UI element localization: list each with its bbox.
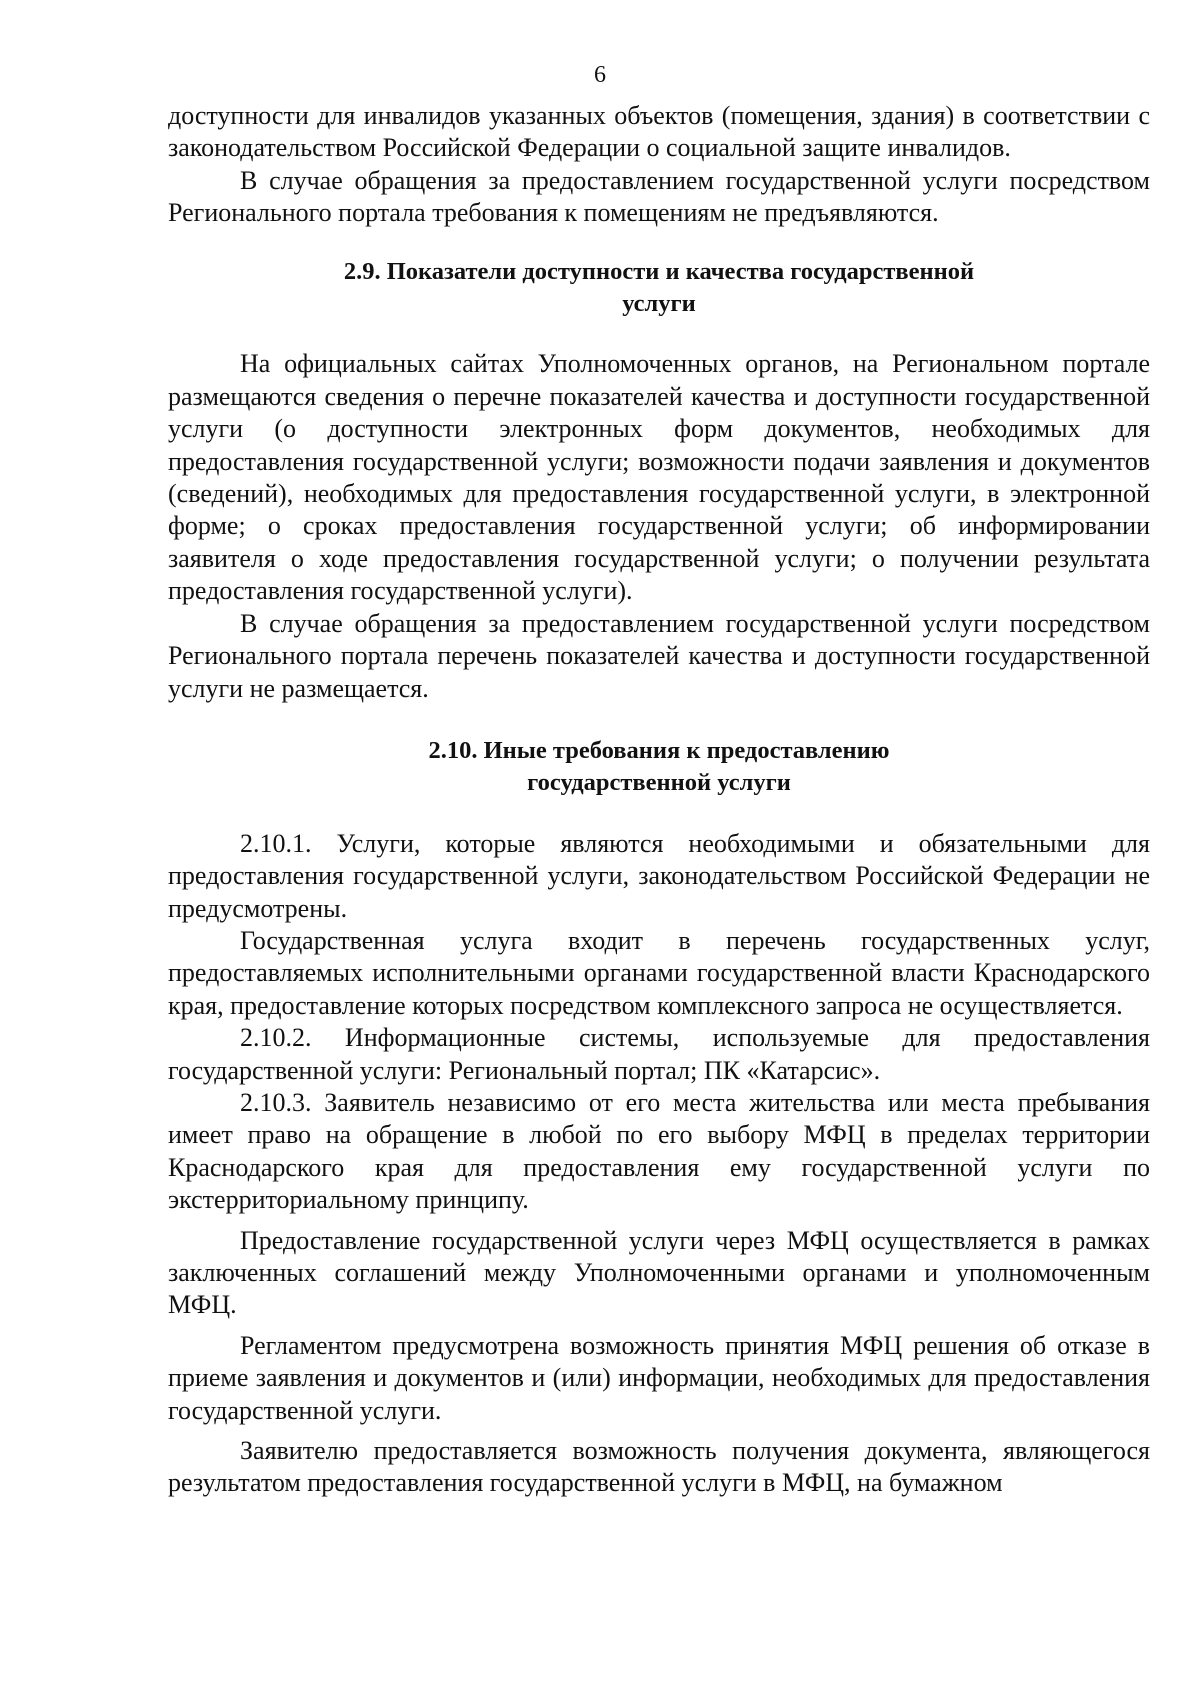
paragraph-2-10-complex-request: Государственная услуга входит в перечень государственных услуг, предоставляемых исполнительными органами государственной власти Краснодарского края, предоставление которых посредством комплексного запроса не осуществляется. [168, 925, 1150, 1020]
paragraph-2-10-1: 2.10.1. Услуги, которые являются необходимыми и обязательными для предоставления государственной услуги, законодательством Российской Федерации не предусмотрены. [168, 828, 1150, 923]
paragraph-2-10-mfc-agreements: Предоставление государственной услуги через МФЦ осуществляется в рамках заключенных соглашений между Уполномоченными органами и уполномоченным МФЦ. [168, 1225, 1150, 1320]
paragraph-portal-premises: В случае обращения за предоставлением государственной услуги посредством Регионального портала требования к помещениям не предъявляются. [168, 165, 1150, 228]
section-heading-2-9-line1: 2.9. Показатели доступности и качества государственной [343, 257, 975, 285]
paragraph-2-10-result-document: Заявителю предоставляется возможность получения документа, являющегося результатом предоставления государственной услуги в МФЦ, на бумажном [168, 1436, 1150, 1498]
paragraph-2-10-mfc-refusal: Регламентом предусмотрена возможность принятия МФЦ решения об отказе в приеме заявления и документов и (или) информации, необходимых для предоставления государственной услуги. [168, 1330, 1150, 1425]
paragraph-2-9-portal: В случае обращения за предоставлением государственной услуги посредством Регионального портала перечень показателей качества и доступности государственной услуги не размещается. [168, 608, 1150, 703]
section-heading-2-10 [168, 735, 1150, 800]
paragraph-accessibility-continuation: доступности для инвалидов указанных объектов (помещения, здания) в соответствии с законодательством Российской Федерации о социальной защите инвалидов. [168, 101, 1150, 163]
paragraph-2-9-indicators: На официальных сайтах Уполномоченных органов, на Региональном портале размещаются сведения о перечне показателей качества и доступности государственной услуги (о доступности электронных форм документов, необходимых для предоставления государственной услуги; возможности подачи заявления и документов (сведений), необходимых для предоставления государственной услуги, в электронной форме; о сроках предоставления государственной услуги; об информировании заявителя о ходе предоставления государственной услуги; о получении результата предоставления государственной услуги). [168, 349, 1150, 606]
section-heading-2-9 [168, 256, 1150, 321]
document-body [168, 100, 1150, 1500]
section-heading-2-9-line2: услуги [622, 290, 696, 318]
paragraph-2-10-2: 2.10.2. Информационные системы, используемые для предоставления государственной услуги: Региональный портал; ПК «Катарсис». [168, 1023, 1150, 1085]
section-heading-2-10-line2: государственной услуги [527, 769, 791, 797]
paragraph-2-10-3: 2.10.3. Заявитель независимо от его места жительства или места пребывания имеет право на обращение в любой по его выбору МФЦ в пределах территории Краснодарского края для предоставления ему государственной услуги по экстерриториальному принципу. [168, 1087, 1150, 1215]
section-heading-2-10-line1: 2.10. Иные требования к предоставлению [428, 736, 890, 764]
page-number: 6 [594, 62, 606, 88]
